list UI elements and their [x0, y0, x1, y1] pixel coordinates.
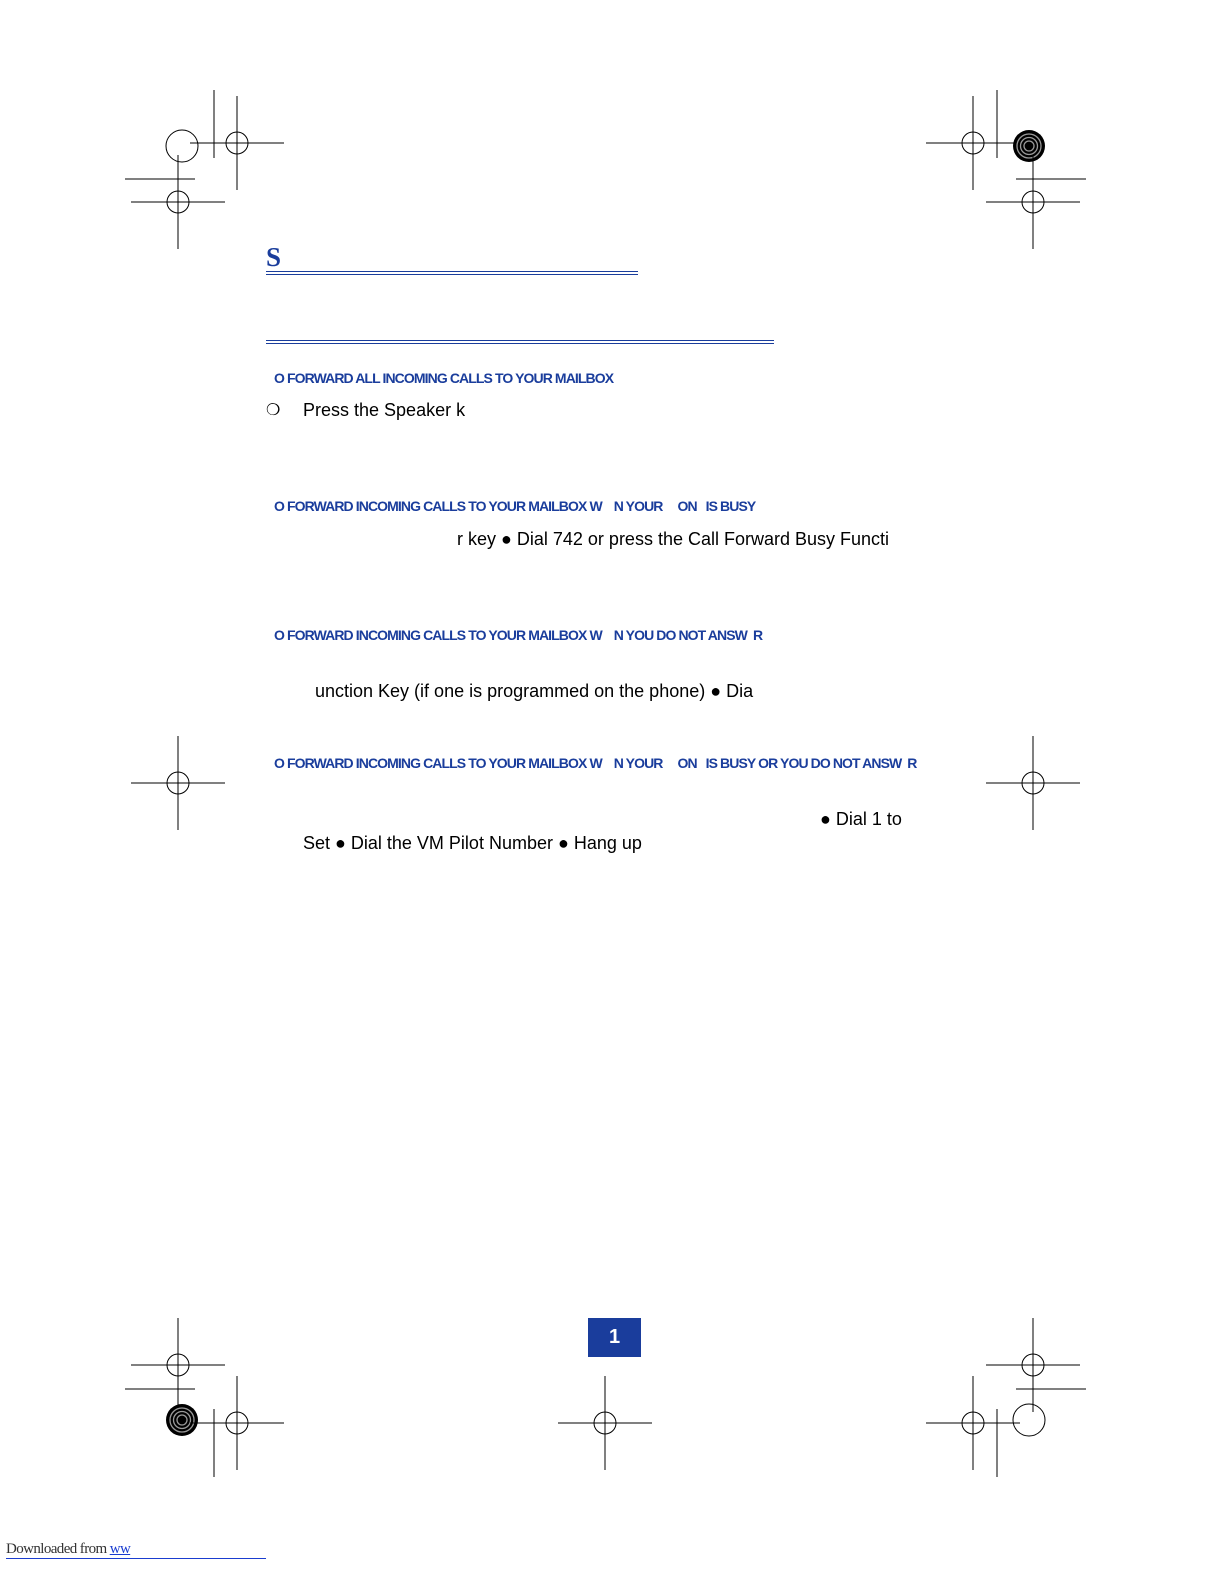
heading-forward-busy-or-no-answer: O FORWARD INCOMING CALLS TO YOUR MAILBOX W N YOUR ON IS BUSY OR YOU DO NOT ANSW R — [274, 755, 917, 771]
footer-text: Downloaded from — [6, 1541, 110, 1557]
registration-circle-icon — [1013, 1404, 1045, 1436]
heading-forward-all-calls: O FORWARD ALL INCOMING CALLS TO YOUR MAILBOX — [274, 370, 614, 386]
step-text: ● Dial 1 to — [820, 809, 902, 829]
footer-link[interactable]: ww — [109, 1541, 131, 1557]
bullet-icon: ❍ — [266, 402, 281, 419]
step-text: Press the Speaker k — [303, 400, 466, 420]
page-number-badge: 1 — [588, 1318, 641, 1357]
title-underline — [266, 271, 638, 275]
registration-target-icon — [166, 1404, 198, 1436]
registration-target-icon — [1013, 130, 1045, 162]
page-title-initial: S — [266, 242, 282, 272]
heading-forward-when-busy: O FORWARD INCOMING CALLS TO YOUR MAILBOX W N YOUR ON IS BUSY — [274, 498, 756, 514]
heading-forward-no-answer: O FORWARD INCOMING CALLS TO YOUR MAILBOX W N YOU DO NOT ANSW R — [274, 627, 763, 643]
step-text: r key ● Dial 742 or press the Call Forward Busy Functi — [457, 529, 890, 549]
step-text: unction Key (if one is programmed on the phone) ● Dia — [315, 681, 754, 701]
registration-circle-icon — [166, 130, 198, 162]
footer-link-underline — [6, 1558, 266, 1559]
section-divider — [266, 340, 774, 344]
step-text: Set ● Dial the VM Pilot Number ● Hang up — [303, 833, 642, 853]
download-footer — [6, 1541, 130, 1558]
